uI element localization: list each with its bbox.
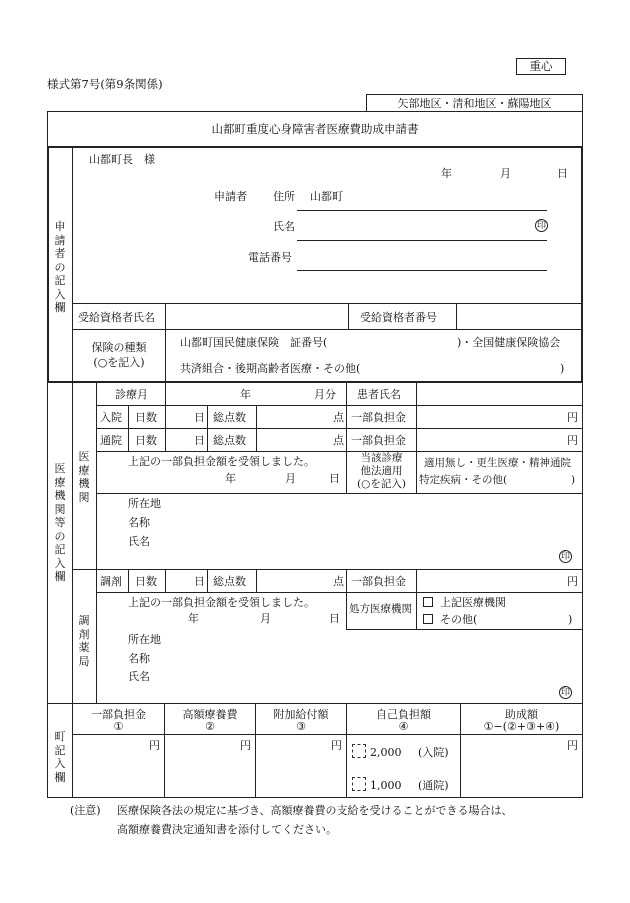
town-col2-no: ②	[205, 720, 215, 733]
consult-month-part: 月分	[314, 388, 336, 401]
town-col1-yen: 円	[149, 739, 160, 752]
town-col3-yen: 円	[331, 739, 342, 752]
town-col1-no: ①	[113, 720, 124, 733]
prescribing-other-label: その他(	[440, 613, 478, 626]
pharmacy-name-label: 名称	[128, 652, 150, 665]
received-day: 日	[329, 472, 340, 485]
inpatient-day-unit: 日	[194, 411, 205, 424]
medical-section-label: 医療機関等の記入欄	[54, 462, 66, 583]
self-burden-inpatient-label: (入院)	[418, 746, 449, 759]
town-col2-label: 高額療養費	[182, 708, 238, 721]
outpatient-day-unit: 日	[194, 434, 205, 447]
address-label: 住所	[273, 190, 295, 203]
other-law-option-2-end: )	[571, 474, 576, 486]
insurance-label: 保険の種類	[91, 341, 147, 354]
prescribing-other-checkbox[interactable]	[423, 614, 433, 624]
inpatient-days-label: 日数	[135, 411, 157, 424]
dispensing-burden-label: 一部負担金	[351, 575, 406, 588]
apply-month: 月	[500, 167, 511, 180]
self-burden-inpatient-checkbox[interactable]	[352, 744, 366, 758]
town-col5-yen: 円	[567, 739, 578, 752]
dispensing-label: 調剤	[100, 575, 122, 588]
insurance-option-1-end: )・全国健康保険協会	[457, 336, 561, 349]
page-title: 山都町重度心身障害者医療費助成申請書	[211, 122, 419, 136]
seal-icon: 印	[536, 221, 546, 231]
dispensing-yen: 円	[567, 575, 578, 588]
applicant-label: 申請者	[214, 190, 247, 203]
town-col3-no: ③	[296, 720, 306, 733]
note-line-1: 医療保険各法の規定に基づき、高額療養費の支給を受けることができる場合は、	[117, 804, 513, 817]
pharmacy-received-month: 月	[260, 612, 271, 625]
town-col5-formula: ①−(②+③+④)	[483, 720, 560, 733]
address-value: 山都町	[310, 190, 343, 203]
received-statement: 上記の一部負担金額を受領しました。	[128, 455, 315, 468]
outpatient-point-unit: 点	[333, 434, 344, 447]
prescribing-other-end: )	[568, 613, 573, 626]
self-burden-inpatient-amount: 2,000	[370, 746, 402, 759]
dispensing-point-unit: 点	[333, 575, 344, 588]
inpatient-burden-label: 一部負担金	[351, 411, 406, 424]
other-law-option-1: 適用無し・更生医療・精神通院	[424, 457, 571, 469]
pharmacy-received-year: 年	[188, 612, 199, 625]
self-burden-outpatient-amount: 1,000	[370, 779, 402, 792]
town-col1-label: 一部負担金	[91, 708, 146, 721]
institution-person-label: 氏名	[128, 535, 150, 548]
applicant-section-label: 申請者の記入欄	[54, 220, 66, 314]
other-law-option-2: 特定疾病・その他(	[419, 474, 508, 486]
pharmacy-person-label: 氏名	[128, 670, 150, 683]
addressee: 山都町長 様	[89, 153, 155, 166]
dispensing-day-unit: 日	[194, 575, 205, 588]
town-col4-label: 自己負担額	[376, 708, 431, 721]
consult-year: 年	[240, 388, 251, 401]
insurance-option-2-end: )	[560, 362, 565, 375]
pharmacy-location-label: 所在地	[128, 633, 161, 646]
self-burden-outpatient-checkbox[interactable]	[352, 777, 366, 791]
inpatient-points-label: 総点数	[213, 411, 246, 424]
inpatient-point-unit: 点	[333, 411, 344, 424]
institution-name-label: 名称	[128, 516, 150, 529]
apply-year: 年	[441, 167, 452, 180]
prescribing-above-checkbox[interactable]	[423, 597, 433, 607]
received-year: 年	[225, 472, 236, 485]
dispensing-points-label: 総点数	[213, 575, 246, 588]
consult-month-label: 診療月	[115, 388, 148, 401]
pharmacy-label: 調剤薬局	[78, 614, 90, 668]
outpatient-days-label: 日数	[135, 434, 157, 447]
apply-day: 日	[557, 167, 568, 180]
town-col2-yen: 円	[240, 739, 251, 752]
town-section-label: 町記入欄	[54, 730, 66, 784]
town-col4-no: ④	[398, 720, 409, 733]
town-col5-label: 助成額	[505, 708, 538, 721]
note-label: (注意)	[70, 804, 101, 817]
outpatient-burden-label: 一部負担金	[351, 434, 406, 447]
dispensing-days-label: 日数	[135, 575, 157, 588]
insurance-hint: (○を記入)	[93, 356, 145, 369]
institution-label: 医療機関	[78, 450, 90, 504]
prescribing-institution-label: 処方医療機関	[349, 603, 412, 615]
recipient-name-label: 受給資格者氏名	[78, 311, 155, 324]
self-burden-outpatient-label: (通院)	[418, 779, 449, 792]
other-law-label-2: 他法適用	[360, 465, 403, 477]
inpatient-yen: 円	[567, 411, 578, 424]
prescribing-above-label: 上記医療機関	[440, 596, 506, 609]
outpatient-yen: 円	[567, 434, 578, 447]
pharmacy-received-day: 日	[329, 612, 340, 625]
phone-label: 電話番号	[248, 251, 292, 264]
badge-label: 重心	[529, 59, 553, 73]
note-line-2: 高額療養費決定通知書を添付してください。	[117, 823, 337, 836]
pharmacy-seal-icon: 印	[560, 688, 570, 698]
town-col3-label: 附加給付額	[273, 708, 329, 721]
insurance-option-2: 共済組合・後期高齢者医療・その他(	[180, 362, 361, 375]
form-number: 様式第7号(第9条関係)	[47, 77, 163, 91]
insurance-option-1: 山都町国民健康保険 証番号(	[180, 336, 328, 349]
received-month: 月	[285, 472, 296, 485]
outpatient-points-label: 総点数	[213, 434, 246, 447]
name-label: 氏名	[273, 220, 295, 233]
other-law-label-3: (○を記入)	[357, 478, 406, 490]
recipient-number-label: 受給資格者番号	[360, 311, 437, 324]
patient-name-label: 患者氏名	[357, 388, 401, 401]
institution-location-label: 所在地	[128, 497, 161, 510]
inpatient-label: 入院	[100, 411, 122, 424]
other-law-label-1: 当該診療	[360, 452, 403, 464]
outpatient-label: 通院	[100, 434, 122, 447]
institution-seal-icon: 印	[560, 552, 570, 562]
district-label: 矢部地区・清和地区・蘇陽地区	[397, 97, 552, 110]
pharmacy-received-statement: 上記の一部負担金額を受領しました。	[128, 596, 315, 609]
